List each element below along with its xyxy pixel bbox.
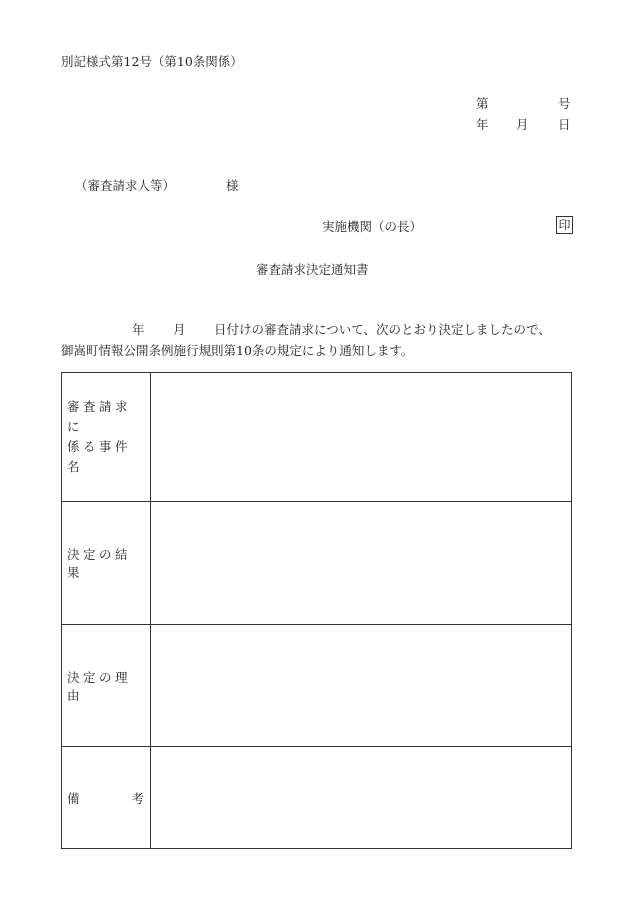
table-row-decision-result bbox=[62, 502, 572, 625]
document-title: 審査請求決定通知書 bbox=[256, 262, 369, 277]
date-day: 日 bbox=[558, 117, 571, 132]
label-case-name-line1: 審査請求に bbox=[67, 399, 132, 434]
table-row-remarks bbox=[62, 747, 572, 849]
table-row-case-name bbox=[62, 373, 572, 502]
form-reference: 別記様式第12号（第10条関係） bbox=[61, 54, 243, 69]
issuer-name: 実施機関（の長） bbox=[322, 219, 423, 234]
label-remarks-b: 考 bbox=[131, 790, 144, 806]
label-decision-reason-text: 決定の理由 bbox=[67, 669, 132, 703]
label-decision-result-text: 決定の結果 bbox=[67, 547, 132, 580]
remarks-value-cell[interactable] bbox=[151, 747, 572, 849]
label-case-name-line2: 係る事件名 bbox=[67, 439, 132, 474]
date-year: 年 bbox=[476, 117, 489, 132]
case-name-value-cell[interactable] bbox=[151, 373, 572, 502]
decision-result-value-cell[interactable] bbox=[151, 502, 572, 625]
document-number-suffix: 号 bbox=[558, 96, 571, 111]
body-year: 年 bbox=[132, 322, 145, 337]
date-month: 月 bbox=[516, 117, 529, 132]
document-number-prefix: 第 bbox=[476, 96, 489, 111]
label-decision-result bbox=[62, 502, 151, 625]
body-line1-text: 日付けの審査請求について、次のとおり決定しましたので、 bbox=[214, 322, 551, 337]
body-line2-text: 御嵩町情報公開条例施行規則第10条の規定により通知します。 bbox=[61, 343, 414, 358]
label-decision-reason bbox=[62, 625, 151, 747]
label-remarks bbox=[62, 747, 151, 849]
decision-reason-value-cell[interactable] bbox=[151, 625, 572, 747]
seal-mark: 印 bbox=[556, 216, 573, 234]
label-case-name bbox=[62, 373, 151, 502]
label-remarks-a: 備 bbox=[67, 790, 80, 806]
addressee-name: （審査請求人等） bbox=[75, 178, 176, 193]
decision-table bbox=[61, 372, 572, 849]
body-month: 月 bbox=[173, 322, 186, 337]
addressee-honorific: 様 bbox=[226, 178, 239, 193]
table-row-decision-reason bbox=[62, 625, 572, 747]
